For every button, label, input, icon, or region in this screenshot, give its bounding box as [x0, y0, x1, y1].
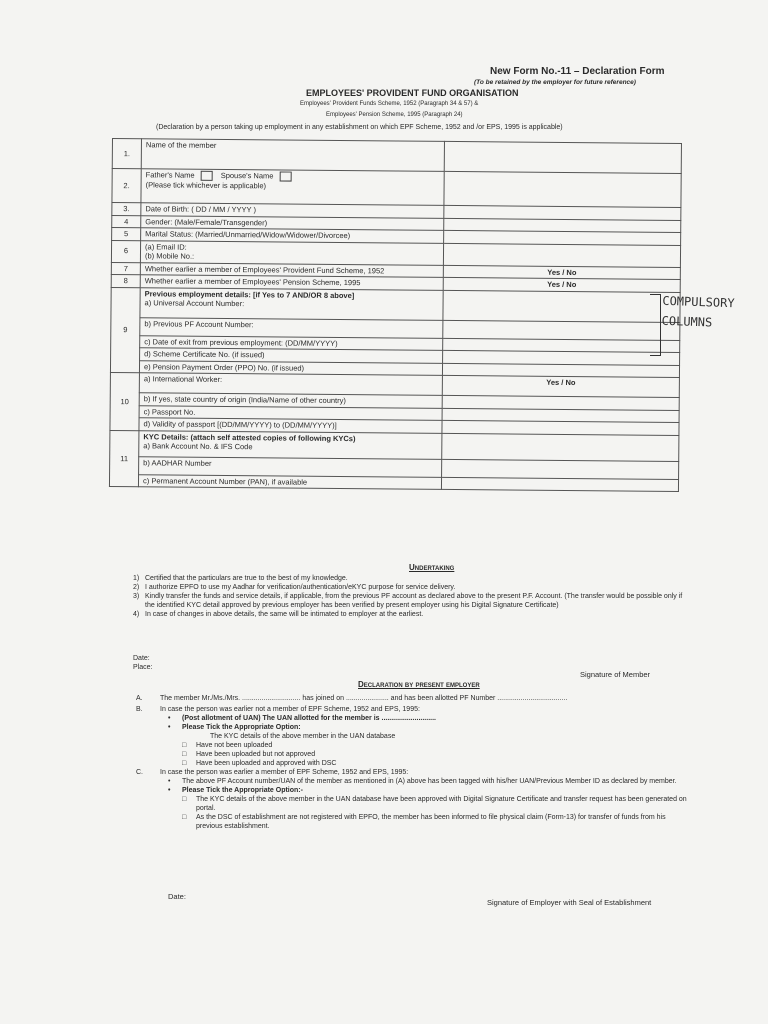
- prev-employment-heading: Previous employment details: [if Yes to 7 AND/OR 8 above]: [144, 288, 355, 300]
- bank-account-label: a) Bank Account No. & IFS Code: [143, 441, 253, 452]
- declaration-note: (Declaration by a person taking up employment in any establishment on which EPF Scheme, 1952 and /or EPS, 1995 is applicable): [156, 124, 563, 131]
- email-label: (a) Email ID:: [145, 241, 187, 252]
- kyc-status-heading: The KYC details of the above member in the UAN database: [210, 733, 396, 740]
- row-number: 6: [111, 240, 140, 262]
- uan-field[interactable]: [443, 290, 680, 322]
- row-number: 4: [112, 215, 141, 228]
- list-item: 3) Kindly transfer the funds and service details, if applicable, from the previous PF account as declared above to the present P.F. Account. (The transfer would be possible only if the identified KYC detail approved by previous employer has been verified by present employer using his Digital Signature Certificate): [133, 593, 683, 609]
- list-item: 2) I authorize EPFO to use my Aadhar for verification/authentication/eKYC purpose for service delivery.: [133, 584, 456, 591]
- kyc-heading: KYC Details: (attach self attested copies of following KYCs): [143, 431, 356, 443]
- passport-validity-label: d) Validity of passport [(DD/MM/YYYY) to (DD/MM/YYYY)]: [139, 418, 442, 433]
- father-checkbox[interactable]: [201, 171, 213, 181]
- form-number: New Form No.-11 – Declaration Form: [490, 66, 665, 77]
- bank-account-field[interactable]: [442, 433, 679, 461]
- uan-label: a) Universal Account Number:: [144, 298, 245, 309]
- handwritten-annotation: [661, 291, 735, 333]
- undertaking-title: Undertaking: [409, 563, 455, 572]
- row-number: 5: [112, 228, 141, 241]
- tick-option-heading: Please Tick the Appropriate Option:: [182, 724, 301, 731]
- aadhar-field[interactable]: [442, 459, 679, 479]
- list-item: 4) In case of changes in above details, the same will be intimated to employer at the earliest.: [133, 611, 424, 618]
- eps-yes-no[interactable]: Yes / No: [443, 277, 680, 292]
- date-place-block: [133, 654, 152, 672]
- member-details-table: [109, 138, 682, 492]
- option-physical-claim[interactable]: □ As the DSC of establishment are not registered with EPFO, the member has been informed to file physical claim (Form-13) for transfer of funds from his previous establishment.: [182, 814, 666, 830]
- undertaking-list: [133, 574, 693, 619]
- tick-option-heading-c: Please Tick the Appropriate Option:-: [182, 787, 303, 794]
- list-item: 1) Certified that the particulars are true to the best of my knowledge.: [133, 575, 348, 582]
- annotation-line-2: COLUMNS: [661, 313, 713, 330]
- section-b-text: In case the person was earlier not a member of EPF Scheme, 1952 and EPS, 1995:: [160, 706, 420, 713]
- tick-note: (Please tick whichever is applicable): [145, 180, 267, 191]
- mobile-label: (b) Mobile No.:: [144, 251, 195, 261]
- dob-label: Date of Birth: ( DD / MM / YYYY ): [141, 203, 444, 218]
- place-label: Place:: [133, 664, 153, 671]
- eps-member-label: Whether earlier a member of Employees' Pension Scheme, 1995: [140, 275, 443, 290]
- aadhar-label: b) AADHAR Number: [139, 456, 442, 477]
- tagged-text: The above PF Account number/UAN of the member as mentioned in (A) above has been tagged with his/her UAN/Previous Member ID as declared by member.: [182, 778, 677, 785]
- intl-worker-label: a) International Worker:: [139, 373, 442, 396]
- organisation-title: EMPLOYEES' PROVIDENT FUND ORGANISATION: [306, 88, 519, 98]
- row-number: 8: [111, 274, 140, 287]
- employer-date-label: Date:: [168, 892, 186, 901]
- father-name-label: Father's Name: [145, 170, 195, 180]
- row-number: 1.: [112, 139, 141, 169]
- spouse-checkbox[interactable]: [279, 171, 291, 181]
- option-uploaded-not-approved[interactable]: □ Have been uploaded but not approved: [182, 751, 316, 758]
- member-signature-label: Signature of Member: [580, 670, 651, 679]
- row-number: 10: [110, 372, 140, 430]
- passport-label: c) Passport No.: [139, 405, 442, 420]
- date-label: Date:: [133, 655, 150, 662]
- row-number: 3.: [112, 203, 141, 216]
- prev-pf-label: b) Previous PF Account Number:: [140, 317, 443, 338]
- scheme-line-2: Employees' Pension Scheme, 1995 (Paragraph 24): [326, 112, 463, 118]
- gender-label: Gender: (Male/Female/Transgender): [141, 215, 444, 230]
- epf-member-label: Whether earlier a member of Employees' Provident Fund Scheme, 1952: [140, 262, 443, 277]
- row-number: 9: [110, 287, 140, 373]
- pan-field[interactable]: [441, 477, 678, 492]
- section-a-text: The member Mr./Ms./Mrs. .............................. has joined on ...................... and has been allotted PF Number ....................................: [160, 695, 568, 702]
- section-c-text: In case the person was earlier a member of EPF Scheme, 1952 and EPS, 1995:: [160, 769, 409, 776]
- intl-worker-yes-no[interactable]: Yes / No: [442, 375, 679, 397]
- prev-pf-field[interactable]: [443, 320, 680, 340]
- epf-yes-no[interactable]: Yes / No: [443, 265, 680, 280]
- pan-label: c) Permanent Account Number (PAN), if available: [138, 474, 441, 489]
- row-number: 11: [109, 430, 138, 487]
- employer-declaration-title: Declaration by present employer: [358, 680, 480, 689]
- handwritten-bracket: [650, 294, 661, 356]
- row-number: 7: [111, 262, 140, 275]
- option-approved-dsc[interactable]: □ Have been uploaded and approved with DSC: [182, 760, 337, 767]
- row-number: 2.: [112, 169, 141, 203]
- annotation-line-1: COMPULSORY: [662, 293, 735, 311]
- father-spouse-field[interactable]: [444, 171, 681, 207]
- contact-field[interactable]: [443, 243, 680, 267]
- option-kyc-approved[interactable]: □ The KYC details of the above member in the UAN database have been approved with Digital Signature Certificate and transfer request has been generated on portal.: [182, 796, 687, 812]
- uan-allotted-text: (Post allotment of UAN) The UAN allotted for the member is ............................: [182, 715, 436, 722]
- employer-signature-label: Signature of Employer with Seal of Establishment: [487, 898, 652, 907]
- marital-status-label: Marital Status: (Married/Unmarried/Widow/Widower/Divorcee): [141, 228, 444, 243]
- name-field[interactable]: [444, 141, 681, 173]
- country-label: b) If yes, state country of origin (India/Name of other country): [139, 393, 442, 408]
- employer-declaration: A. The member Mr./Ms./Mrs. .............................. has joined on ...................... and has been allotted PF Number .................................... B. In case the person was earlier not a member of EPF Scheme, 1952 and EPS, 1995: • (Post allotment of UAN) The UAN allotted for the member is ............................ • Please Tick the Appropriate Option: The KYC details of the above member in the UAN database □ Have not been uploaded □ Have been uploaded but not approved □ Have been uploaded and approved with DSC C. In case the person was earlier a member of EPF Scheme, 1952 and EPS, 1995: • The above PF Account number/UAN of the member as mentioned in (A) above has been tagged with his/her UAN/Previous Member ID as declared by member. • Please Tick the Appropriate Option:- □ The KYC details of the above member in the UAN database have been approved with Digital Signature Certificate and transfer request has been generated on portal. □ As the DSC of establishment are not registered with EPFO, the member has been informed to file physical claim (Form-13) for transfer of funds from his previous establishment.: [136, 694, 692, 831]
- spouse-name-label: Spouse's Name: [220, 170, 274, 181]
- retain-note: (To be retained by the employer for future reference): [474, 79, 636, 86]
- scheme-cert-label: d) Scheme Certificate No. (if issued): [140, 348, 443, 363]
- scheme-line-1: Employees' Provident Funds Scheme, 1952 (Paragraph 34 & 57) &: [300, 101, 479, 107]
- option-not-uploaded[interactable]: □ Have not been uploaded: [182, 742, 273, 749]
- ppo-label: e) Pension Payment Order (PPO) No. (if issued): [139, 360, 442, 375]
- exit-date-label: c) Date of exit from previous employment: (DD/MM/YYYY): [140, 335, 443, 350]
- name-label: Name of the member: [141, 139, 444, 172]
